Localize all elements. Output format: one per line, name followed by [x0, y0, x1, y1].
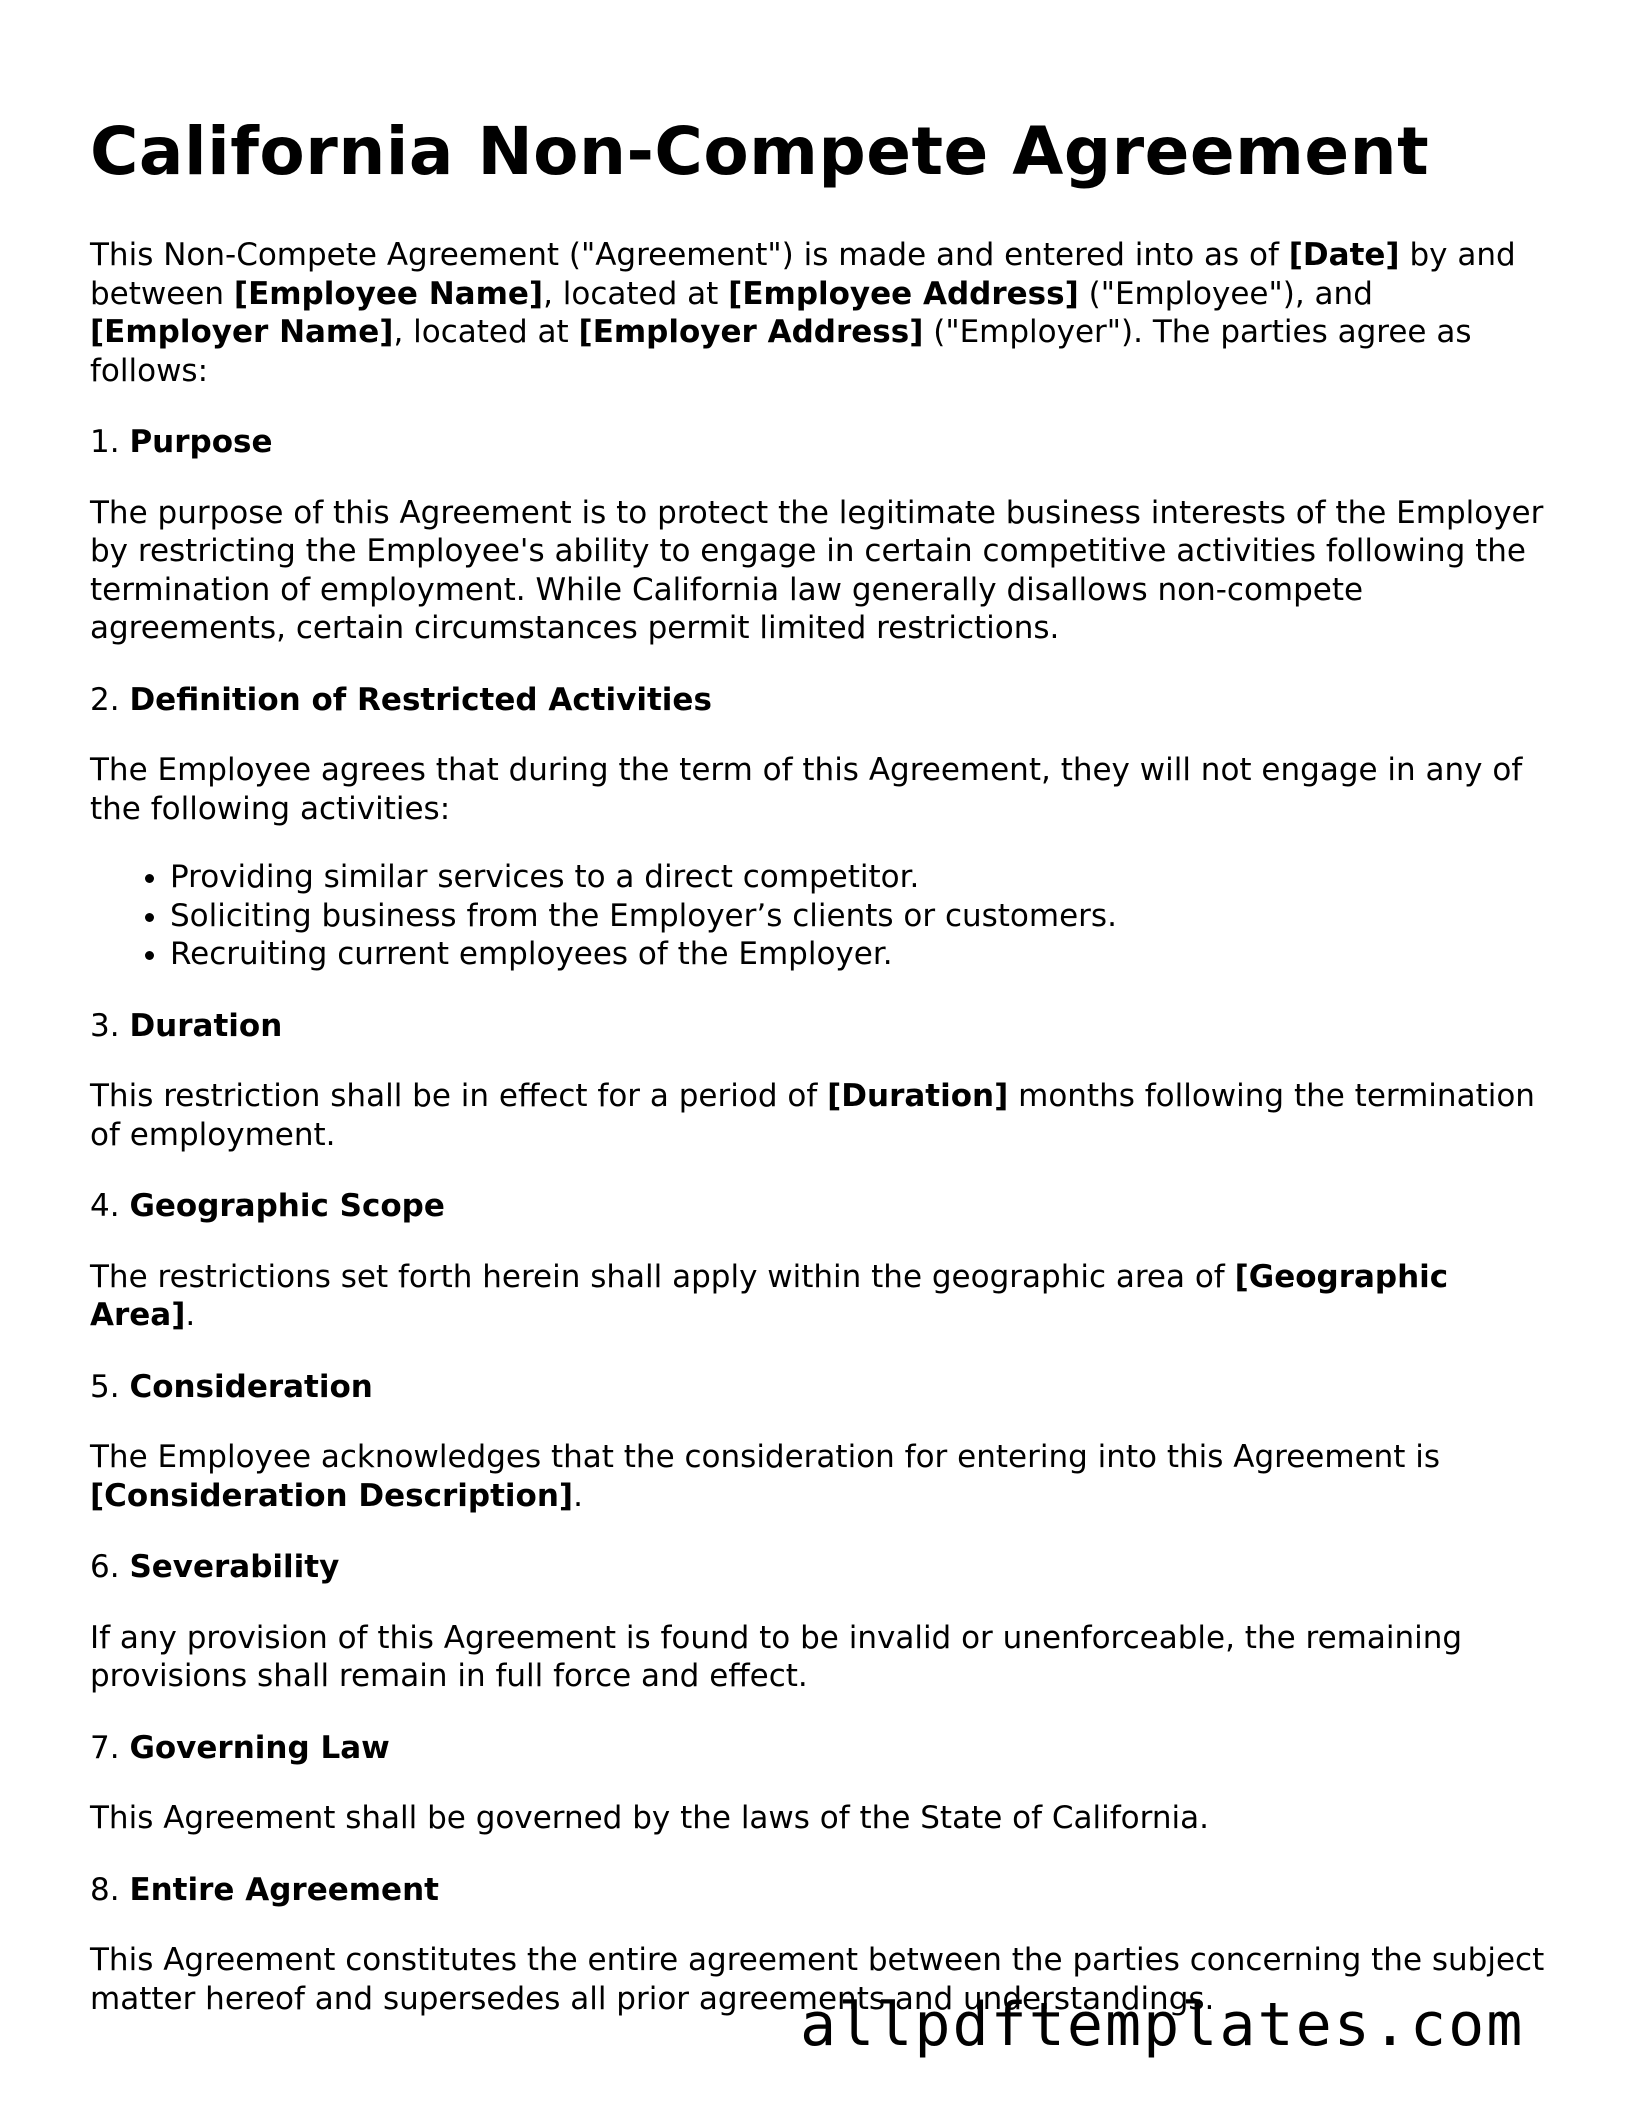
list-item: • Soliciting business from the Employer’s clients or customers. — [170, 897, 1550, 936]
list-item: • Providing similar services to a direct competitor. — [170, 858, 1550, 897]
date-placeholder: [Date] — [1288, 237, 1400, 273]
duration-placeholder: [Duration] — [827, 1078, 1009, 1114]
document-title: California Non-Compete Agreement — [90, 113, 1430, 190]
section-heading-restricted-activities: 2. Definition of Restricted Activities — [90, 681, 712, 718]
list-item: • Recruiting current employees of the Employer. — [170, 935, 1550, 974]
geographic-area-placeholder: [Geographic Area] — [90, 1258, 1449, 1333]
section-heading-entire-agreement: 8. Entire Agreement — [90, 1871, 439, 1908]
section-body-duration: This restriction shall be in effect for a period of [Duration] months following the termination of employment. — [90, 1078, 1535, 1153]
watermark: allpdftemplates.com — [800, 1990, 1525, 2060]
section-heading-consideration: 5. Consideration — [90, 1368, 373, 1405]
section-heading-severability: 6. Severability — [90, 1549, 340, 1585]
intro-paragraph: This Non-Compete Agreement ("Agreement") is made and entered into as of [Date] by and between [Employee Name], located at [Employee Address] ("Employee"), and [Employer Name], located at [Employer Address] ("Employer"). The parties agree as follows: — [90, 237, 1516, 389]
section-body-entire-agreement: This Agreement constitutes the entire agreement between the parties concerning the subject matter hereof and supersedes all prior agreements and understandings. — [90, 1942, 1545, 2017]
section-body-governing-law: This Agreement shall be governed by the laws of the State of California. — [90, 1800, 1209, 1836]
consideration-placeholder: [Consideration Description] — [90, 1477, 574, 1514]
section-body-restricted-activities: The Employee agrees that during the term of this Agreement, they will not engage in any of the following activities: — [90, 752, 1523, 827]
document-page — [90, 112, 1550, 2051]
section-body-severability: If any provision of this Agreement is found to be invalid or unenforceable, the remaining provisions shall remain in full force and effect. — [90, 1619, 1463, 1694]
restricted-activities-list — [90, 858, 1550, 974]
employee-name-placeholder: [Employee Name] — [233, 275, 544, 312]
employer-name-placeholder: [Employer Name] — [90, 314, 394, 350]
section-heading-duration: 3. Duration — [90, 1007, 283, 1044]
section-heading-purpose: 1. Purpose — [90, 424, 273, 460]
employee-address-placeholder: [Employee Address] — [728, 275, 1079, 312]
section-body-geographic-scope: The restrictions set forth herein shall apply within the geographic area of [Geographic Area]. — [90, 1258, 1449, 1333]
section-heading-governing-law: 7. Governing Law — [90, 1729, 390, 1766]
section-body-purpose: The purpose of this Agreement is to protect the legitimate business interests of the Employer by restricting the Employee's ability to engage in certain competitive activities following the termination of employment. While California law generally disallows non-compete agreements, certain circumstances permit limited restrictions. — [90, 494, 1544, 646]
section-heading-geographic-scope: 4. Geographic Scope — [90, 1188, 445, 1224]
employer-address-placeholder: [Employer Address] — [578, 314, 924, 350]
section-body-consideration: The Employee acknowledges that the consideration for entering into this Agreement is [Consideration Description]. — [90, 1439, 1441, 1514]
